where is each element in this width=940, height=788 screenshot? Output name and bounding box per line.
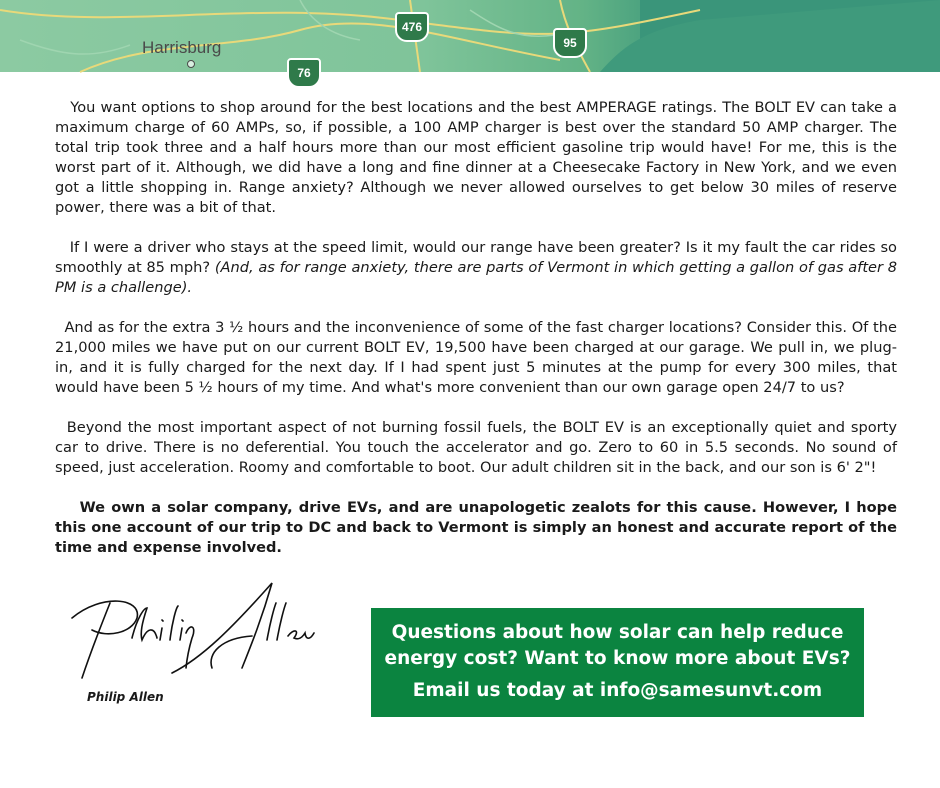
range-anxiety-aside: (And, as for range anxiety, there are parts of Vermont in which getting a gallon of gas after 8 PM is a challenge). bbox=[55, 259, 897, 296]
cta-email-line[interactable]: Email us today at info@samesunvt.com bbox=[412, 680, 823, 701]
map-city-label: Harrisburg bbox=[142, 38, 222, 57]
route-shield-76: 76 bbox=[287, 58, 321, 88]
paragraph-closing-statement: We own a solar company, drive EVs, and are unapologetic zealots for this cause. However, I hope this one account of our trip to DC and back to Vermont is simply an honest and accurate report of the time and expense involved. bbox=[55, 499, 897, 556]
paragraph-garage-charging: And as for the extra 3 ½ hours and the inconvenience of some of the fast charger locations? Consider this. Of the 21,000 miles we have put on our current BOLT EV, 19,500 have been charged at our garage. We pull in, we plug-in, and it is fully charged for the next day. If I had spent just 5 minutes at the pump for every 300 miles, that would have been 5 ½ hours of my time. And what's more convenient than our own garage open 24/7 to us? bbox=[55, 319, 897, 396]
contact-callout-box bbox=[371, 608, 864, 717]
article-body bbox=[55, 98, 897, 578]
city-marker-icon bbox=[187, 60, 195, 68]
map-banner bbox=[0, 0, 940, 80]
route-shield-95: 95 bbox=[553, 28, 587, 58]
cta-line-2: energy cost? Want to know more about EVs? bbox=[384, 648, 851, 669]
map-roads bbox=[0, 0, 940, 72]
paragraph-amperage: You want options to shop around for the best locations and the best AMPERAGE ratings. The BOLT EV can take a maximum charge of 60 AMPs, so, if possible, a 100 AMP charger is best over the standard 50 AMP charger. The total trip took three and a half hours more than our most efficient gasoline trip would have! For me, this is the worst part of it. Although, we did have a long and fine dinner at a Cheesecake Factory in New York, and we even got a little shopping in. Range anxiety? Although we never allowed ourselves to get below 30 miles of reserve power, there was a bit of that. bbox=[55, 99, 898, 216]
cta-line-1: Questions about how solar can help reduce bbox=[391, 622, 844, 643]
signature-printed-name: Philip Allen bbox=[87, 690, 164, 704]
handwritten-signature bbox=[62, 578, 322, 688]
paragraph-driving-experience: Beyond the most important aspect of not burning fossil fuels, the BOLT EV is an exceptionally quiet and sporty car to drive. There is no deferential. You touch the accelerator and go. Zero to 60 in 5.5 seconds. No sound of speed, just acceleration. Roomy and comfortable to boot. Our adult children sit in the back, and our son is 6' 2"! bbox=[55, 419, 897, 476]
route-shield-476: 476 bbox=[395, 12, 429, 42]
paragraph-speed-limit: If I were a driver who stays at the speed limit, would our range have been greater? Is it my fault the car rides so smoothly at 85 mph? (And, as for range anxiety, there are parts of Vermont in which getting a gallon of gas after 8 PM is a challenge). bbox=[55, 239, 897, 296]
